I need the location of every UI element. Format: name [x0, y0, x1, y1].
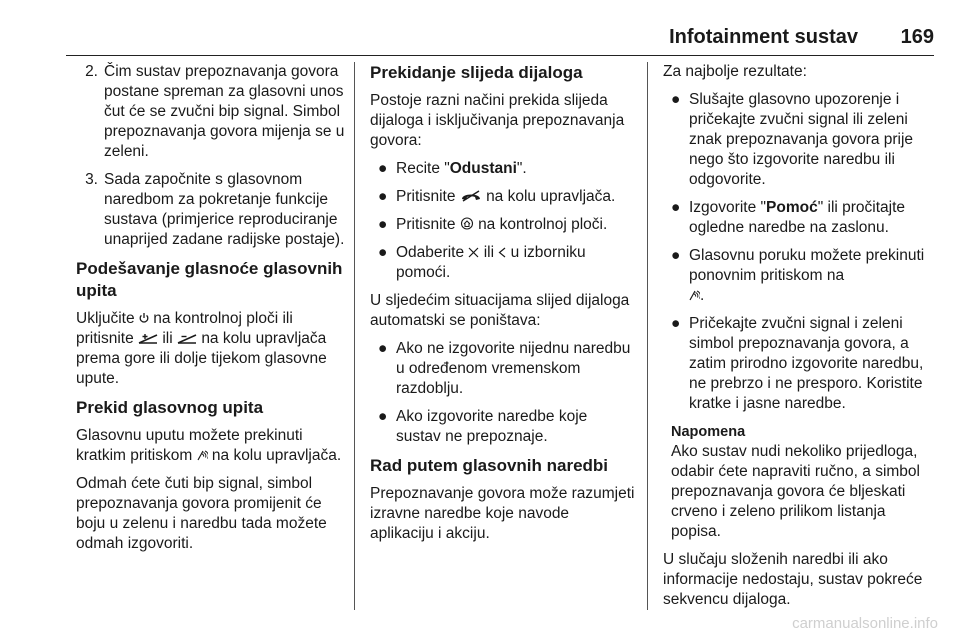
- volume-up-icon: [138, 332, 158, 344]
- list-item: ● Slušajte glasovno upozorenje i pričekajte zvučni signal ili zeleni znak prepoznavanja govora prije nego što izgovorite naredbu ili odgovorite.: [663, 90, 933, 190]
- list-item: ● Ako izgovorite naredbe koje sustav ne prepoznaje.: [370, 407, 635, 447]
- paragraph-volume: Uključite na kontrolnoj ploči ili pritisnite ili na kolu upravljača prema gore ili dolje tijekom glasovne upute.: [76, 310, 327, 387]
- list-item: ● Odaberite ili u izborniku pomoći.: [370, 243, 635, 283]
- home-icon: [460, 217, 474, 230]
- bullet: ●: [378, 244, 388, 261]
- heading-volume: Podešavanje glasnoće glasovnih upita: [76, 259, 343, 300]
- step-number: 2.: [85, 63, 98, 80]
- close-icon: [468, 247, 479, 258]
- list-item: ● Pritisnite na kolu upravljača.: [370, 187, 635, 207]
- step-number: 3.: [85, 171, 98, 188]
- back-arrow-icon: [498, 247, 506, 258]
- column-1: [76, 62, 348, 562]
- volume-down-icon: [177, 332, 197, 344]
- paragraph-sequence: Postoje razni načini prekida slijeda dijaloga i isključivanja prepoznavanja govora:: [370, 92, 625, 149]
- end-call-icon: [460, 190, 482, 202]
- step-2: [76, 62, 348, 162]
- column-3: [663, 62, 933, 618]
- page-header: [66, 26, 934, 56]
- bullet: ●: [671, 199, 681, 216]
- bullet: ●: [671, 315, 681, 332]
- bullet: ●: [378, 188, 388, 205]
- bullet: ●: [671, 91, 681, 108]
- note-text: Ako sustav nudi nekoliko prijedloga, odabir ćete napraviti ručno, a simbol prepoznavanja govora će bljeskati crveno i zeleno prilikom listanja popisa.: [671, 443, 920, 540]
- note-box: [663, 422, 933, 542]
- bullet: ●: [378, 408, 388, 425]
- voice-command-icon: [197, 449, 208, 461]
- heading-sequence: Prekidanje slijeda dijaloga: [370, 63, 583, 82]
- bullet: ●: [378, 340, 388, 357]
- paragraph-auto: U sljedećim situacijama slijed dijaloga automatski se poništava:: [370, 292, 630, 329]
- heading-interrupt: Prekid glasovnog upita: [76, 398, 264, 417]
- list-item: ● Ako ne izgovorite nijednu naredbu u određenom vremenskom razdoblju.: [370, 339, 635, 399]
- bullet: ●: [378, 216, 388, 233]
- voice-command-icon: [689, 289, 700, 301]
- list-item: ● Glasovnu poruku možete prekinuti ponovnim pritiskom na .: [663, 246, 933, 306]
- paragraph-direct: Prepoznavanje govora može razumjeti izravne naredbe koje navode aplikaciju i akciju.: [370, 485, 635, 542]
- list-item: ● Pričekajte zvučni signal i zeleni simbol prepoznavanja govora, a zatim prirodno izgovorite naredbu, ne prebrzo i ne presporo. Koristite kratke i jasne naredbe.: [663, 314, 933, 414]
- heading-direct: Rad putem glasovnih naredbi: [370, 456, 609, 475]
- list-item: ● Pritisnite na kontrolnoj ploči.: [370, 215, 635, 235]
- note-heading: Napomena: [671, 424, 746, 440]
- page-number: 169: [900, 26, 934, 48]
- paragraph-complex: U slučaju složenih naredbi ili ako informacije nedostaju, sustav pokreće sekvencu dijaloga.: [663, 551, 923, 608]
- paragraph-best: Za najbolje rezultate:: [663, 63, 807, 80]
- list-item: ● Recite "Odustani".: [370, 159, 635, 179]
- step-3: [76, 170, 348, 250]
- column-divider-2: [647, 62, 648, 610]
- watermark: carmanualsonline.info: [792, 615, 938, 632]
- bullet: ●: [671, 247, 681, 264]
- step-text: Sada započnite s glasovnom naredbom za pokretanje funkcije sustava (primjerice reproduciranje unaprijed zadane radijske postaje).: [104, 171, 345, 248]
- power-knob-icon: [139, 312, 149, 324]
- page-title: Infotainment sustav: [669, 26, 858, 48]
- step-text: Čim sustav prepoznavanja govora postane spreman za glasovni unos čut će se zvučni bip signal. Simbol prepoznavanja govora mijenja se u zeleni.: [104, 63, 345, 160]
- list-item: ● Izgovorite "Pomoć" ili pročitajte ogledne naredbe na zaslonu.: [663, 198, 933, 238]
- column-divider-1: [354, 62, 355, 610]
- paragraph-interrupt-1: Glasovnu uputu možete prekinuti kratkim pritiskom na kolu upravljača.: [76, 427, 342, 464]
- column-2: [370, 62, 635, 552]
- bullet: ●: [378, 160, 388, 177]
- paragraph-interrupt-2: Odmah ćete čuti bip signal, simbol prepoznavanja govora promijenit će boju u zelenu i naredbu tada možete odmah izgovoriti.: [76, 475, 327, 552]
